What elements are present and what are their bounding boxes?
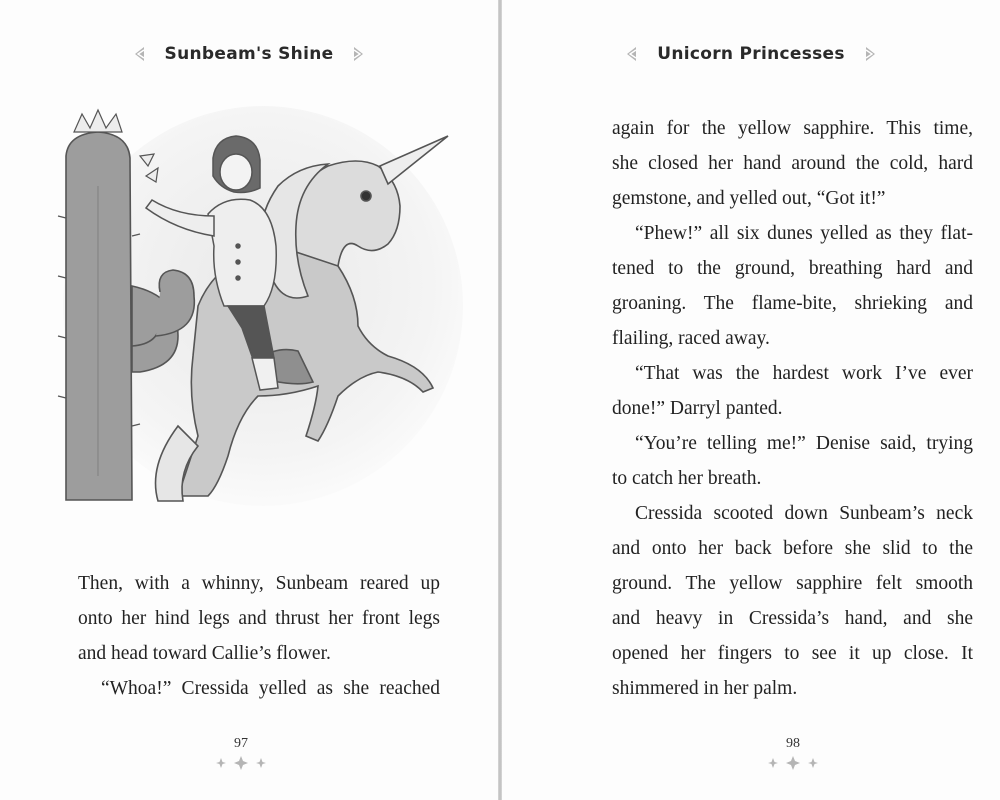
- text-line: flailing, raced away.: [612, 328, 770, 349]
- page-number: 97: [234, 736, 248, 751]
- text-line: Then, with a whinny, Sunbeam reared up: [78, 573, 440, 594]
- text-line: gemstone, and yelled out, “Got it!”: [612, 188, 886, 209]
- text-line: opened her fingers to see it up close. It: [612, 643, 973, 664]
- left-running-head: [0, 44, 498, 64]
- text-line: and onto her back before she slid to the: [612, 538, 973, 559]
- star-ornament: [544, 755, 1000, 771]
- text-line: ground. The yellow sapphire felt smooth: [612, 573, 973, 594]
- text-line: to catch her breath.: [612, 468, 762, 489]
- text-line: groaning. The flame-bite, shrieking and: [612, 293, 973, 314]
- right-arrow-ornament-icon: [351, 44, 367, 64]
- left-body-text: [78, 566, 440, 706]
- text-line: Cressida scooted down Sunbeam’s neck: [635, 503, 973, 524]
- left-arrow-ornament-icon: [623, 44, 639, 64]
- page-number: 98: [786, 736, 800, 751]
- text-line: tened to the ground, breathing hard and: [612, 258, 973, 279]
- left-running-head-title: Sunbeam's Shine: [164, 44, 334, 64]
- right-running-head: [502, 44, 1000, 64]
- right-page: [502, 0, 1000, 800]
- text-line: done!” Darryl panted.: [612, 398, 783, 419]
- text-line: “Whoa!” Cressida yelled as she reached: [101, 678, 440, 699]
- right-running-head-title: Unicorn Princesses: [657, 44, 845, 64]
- left-page: [0, 0, 498, 800]
- right-body-text: [612, 111, 973, 706]
- text-line: “Phew!” all six dunes yelled as they flat-: [635, 223, 973, 244]
- text-line: onto her hind legs and thrust her front legs: [78, 608, 440, 629]
- left-arrow-ornament-icon: [131, 44, 147, 64]
- text-line: and heavy in Cressida’s hand, and she: [612, 608, 973, 629]
- text-line: again for the yellow sapphire. This time,: [612, 118, 973, 139]
- stars-icon: [765, 755, 821, 771]
- right-arrow-ornament-icon: [863, 44, 879, 64]
- star-ornament: [0, 755, 490, 771]
- text-line: “You’re telling me!” Denise said, trying: [635, 433, 973, 454]
- text-line: she closed her hand around the cold, hard: [612, 153, 973, 174]
- unicorn-rearing-cactus-illustration: [28, 96, 464, 506]
- stars-icon: [213, 755, 269, 771]
- text-line: and head toward Callie’s flower.: [78, 643, 331, 664]
- text-line: shimmered in her palm.: [612, 678, 798, 699]
- text-line: “That was the hardest work I’ve ever: [635, 363, 973, 384]
